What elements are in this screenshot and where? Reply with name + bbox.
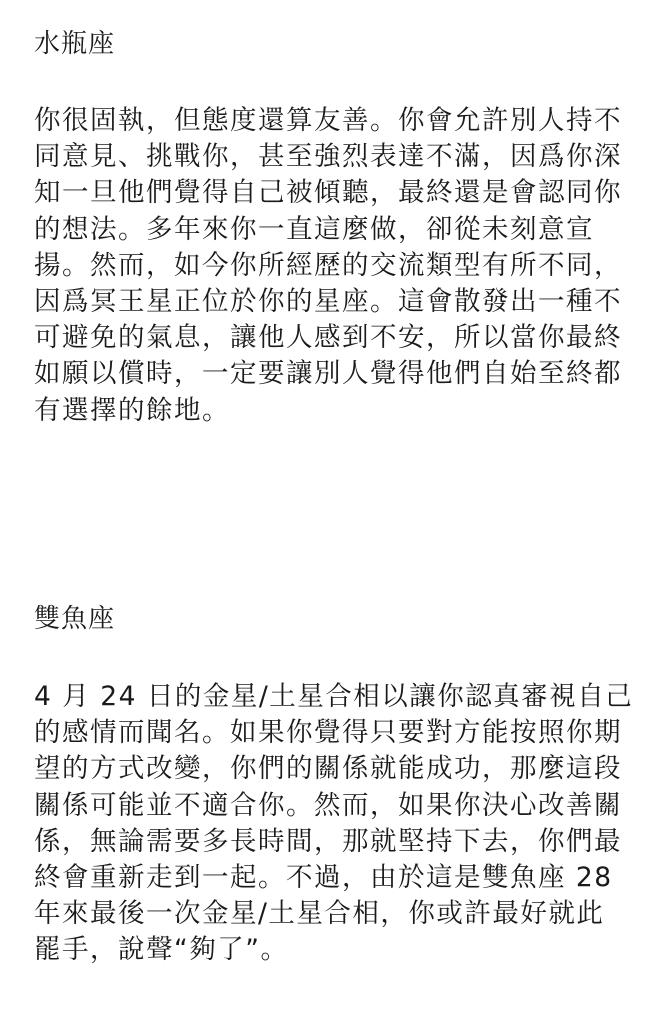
paragraph-line: 揚。然而，如今你所經歷的交流類型有所不同，: [34, 249, 622, 281]
paragraph-line: 的感情而聞名。如果你覺得只要對方能按照你期: [34, 717, 622, 749]
paragraph-line: 關係可能並不適合你。然而，如果你決心改善關: [34, 789, 622, 821]
paragraph-line: 同意見、挑戰你，甚至強烈表達不滿，因爲你深: [34, 141, 622, 173]
paragraph-line: 可避免的氣息，讓他人感到不安，所以當你最終: [34, 322, 622, 354]
paragraph-line: 望的方式改變，你們的關係就能成功，那麼這段: [34, 753, 622, 785]
pisces-heading: 雙魚座: [34, 604, 116, 634]
paragraph-line: 如願以償時，一定要讓別人覺得他們自始至終都: [34, 358, 622, 390]
paragraph-line: 有選擇的餘地。: [34, 394, 230, 426]
paragraph-line: 年來最後一次金星/土星合相，你或許最好就此: [34, 898, 605, 930]
paragraph-line: 罷手，說聲“夠了”。: [34, 934, 289, 966]
paragraph-line: 你很固執，但態度還算友善。你會允許別人持不: [34, 105, 622, 136]
paragraph-line: 的想法。多年來你一直這麼做，卻從未刻意宣: [34, 213, 594, 245]
paragraph-line: 終會重新走到一起。不過，由於這是雙魚座 28: [34, 862, 613, 894]
paragraph-line: 係，無論需要多長時間，那就堅持下去，你們最: [34, 825, 622, 857]
aquarius-heading: 水瓶座: [34, 29, 116, 59]
paragraph-line: 知一旦他們覺得自己被傾聽，最終還是會認同你: [34, 177, 622, 209]
paragraph-line: 4 月 24 日的金星/土星合相以讓你認真審視自己: [34, 681, 634, 712]
aquarius-paragraph: [34, 103, 634, 429]
paragraph-line: 因爲冥王星正位於你的星座。這會散發出一種不: [34, 286, 622, 318]
pisces-paragraph: [34, 679, 634, 969]
